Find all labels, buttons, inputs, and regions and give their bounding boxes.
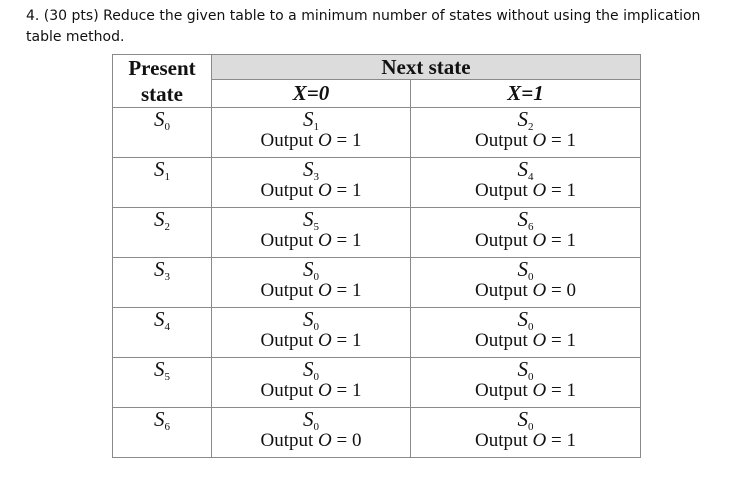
output-x1-symbol: O <box>532 230 547 251</box>
output-x0-label: Output <box>260 280 319 301</box>
output-x1-symbol: O <box>532 380 547 401</box>
present-state-index: 1 <box>164 171 170 183</box>
output-x0-label: Output <box>260 230 319 251</box>
next-state-x1: $S_2$ <box>517 107 534 133</box>
table-row <box>113 158 641 208</box>
next-state-x0-cell <box>212 408 411 458</box>
next-state-x1-index: 0 <box>528 321 534 333</box>
present-state: $S_2$ <box>154 207 170 233</box>
next-state-x0-cell <box>212 108 411 158</box>
output-x1: Output O = 0 <box>475 280 576 301</box>
next-state-x1-cell <box>411 258 641 308</box>
output-x0: Output O = 1 <box>260 380 362 401</box>
output-x1-value: 1 <box>566 130 576 151</box>
next-state-x1: $S_4$ <box>517 157 534 183</box>
output-x0-value: 1 <box>351 180 362 201</box>
question-text: 4. (30 pts) Reduce the given table to a minimum number of states without using the implication table method. <box>26 8 701 45</box>
output-x1-label: Output <box>475 130 533 151</box>
next-state-x0: $S_0$ <box>303 357 319 383</box>
next-state-x1-index: 0 <box>528 371 534 383</box>
next-state-header: Next state <box>212 55 641 80</box>
output-x1-label: Output <box>475 430 533 451</box>
output-x0-value: 1 <box>351 230 362 251</box>
output-x1-symbol: O <box>532 330 547 351</box>
present-state-index: 5 <box>164 371 170 383</box>
next-state-x0-index: 0 <box>313 421 319 433</box>
output-x1-value: 0 <box>566 280 576 301</box>
input-x1-header: X=1 <box>411 80 641 108</box>
next-state-x0-index: 0 <box>313 371 319 383</box>
output-x0: Output O = 1 <box>260 130 362 151</box>
present-state-cell <box>113 308 212 358</box>
present-state-cell <box>113 108 212 158</box>
output-x1: Output O = 1 <box>475 430 576 451</box>
present-state-index: 6 <box>164 421 170 433</box>
present-state: $S_5$ <box>154 357 170 383</box>
next-state-x0-cell <box>212 258 411 308</box>
output-x0-label: Output <box>260 380 319 401</box>
next-state-x0: $S_0$ <box>303 407 319 433</box>
present-state: $S_0$ <box>154 107 170 133</box>
next-state-x1-index: 6 <box>528 221 534 233</box>
output-x1-label: Output <box>475 330 533 351</box>
table-row <box>113 308 641 358</box>
next-state-x1-index: 4 <box>528 171 534 183</box>
next-state-x0-index: 1 <box>313 121 319 133</box>
present-state-index: 3 <box>164 271 170 283</box>
next-state-x0-cell <box>212 158 411 208</box>
output-x0-value: 0 <box>351 430 362 451</box>
output-x1-label: Output <box>475 280 533 301</box>
next-state-x1-index: 0 <box>528 271 534 283</box>
next-state-x1-cell <box>411 358 641 408</box>
next-state-x0-cell <box>212 358 411 408</box>
present-state: $S_4$ <box>154 307 170 333</box>
next-state-x1-cell <box>411 108 641 158</box>
next-state-x1-index: 2 <box>528 121 534 133</box>
present-state: $S_1$ <box>154 157 170 183</box>
next-state-x1: $S_0$ <box>517 307 534 333</box>
output-x1: Output O = 1 <box>475 130 576 151</box>
output-x1-symbol: O <box>532 180 547 201</box>
next-state-x0: $S_0$ <box>303 307 319 333</box>
table-row <box>113 408 641 458</box>
next-state-x0: $S_1$ <box>303 107 319 133</box>
output-x1-symbol: O <box>532 430 547 451</box>
state-table <box>112 54 641 458</box>
table-row <box>113 208 641 258</box>
output-x0-symbol: O <box>318 180 332 201</box>
next-state-x1-index: 0 <box>528 421 534 433</box>
present-state-cell <box>113 408 212 458</box>
next-state-x1-cell <box>411 408 641 458</box>
next-state-x1: $S_6$ <box>517 207 534 233</box>
next-state-x0-index: 0 <box>313 271 319 283</box>
next-state-x0: $S_5$ <box>303 207 319 233</box>
output-x0: Output O = 1 <box>260 280 362 301</box>
present-state-index: 4 <box>164 321 170 333</box>
next-state-x1: $S_0$ <box>517 357 534 383</box>
output-x0: Output O = 1 <box>260 330 362 351</box>
present-state-header: Present state <box>113 55 212 108</box>
output-x0-label: Output <box>260 130 319 151</box>
output-x0-symbol: O <box>318 130 332 151</box>
output-x1-value: 1 <box>566 380 576 401</box>
output-x1-label: Output <box>475 380 533 401</box>
output-x1-value: 1 <box>566 180 576 201</box>
table-row <box>113 108 641 158</box>
output-x0-symbol: O <box>318 230 332 251</box>
table-row <box>113 258 641 308</box>
output-x1-symbol: O <box>532 130 547 151</box>
next-state-x0: $S_0$ <box>303 257 319 283</box>
table-body <box>113 108 641 458</box>
output-x0: Output O = 1 <box>260 180 362 201</box>
table-row <box>113 358 641 408</box>
next-state-x0-index: 3 <box>313 171 319 183</box>
output-x0-label: Output <box>260 430 319 451</box>
next-state-x0: $S_3$ <box>303 157 319 183</box>
output-x0-symbol: O <box>318 430 332 451</box>
output-x0: Output O = 0 <box>260 430 362 451</box>
output-x1: Output O = 1 <box>475 330 576 351</box>
next-state-x1: $S_0$ <box>517 257 534 283</box>
output-x1-label: Output <box>475 180 533 201</box>
output-x0-symbol: O <box>318 330 332 351</box>
next-state-x1-cell <box>411 308 641 358</box>
present-state-cell <box>113 358 212 408</box>
present-state-cell <box>113 158 212 208</box>
output-x1-value: 1 <box>566 330 576 351</box>
output-x0: Output O = 1 <box>260 230 362 251</box>
output-x1-value: 1 <box>566 430 576 451</box>
next-state-x1-cell <box>411 158 641 208</box>
present-state-index: 2 <box>164 221 170 233</box>
output-x0-label: Output <box>260 180 319 201</box>
next-state-x1-cell <box>411 208 641 258</box>
next-state-x0-index: 0 <box>313 321 319 333</box>
next-state-x0-cell <box>212 208 411 258</box>
output-x0-symbol: O <box>318 380 332 401</box>
present-state-cell <box>113 208 212 258</box>
present-state-cell <box>113 258 212 308</box>
present-state: $S_3$ <box>154 257 170 283</box>
output-x0-label: Output <box>260 330 319 351</box>
output-x1: Output O = 1 <box>475 380 576 401</box>
present-state: $S_6$ <box>154 407 170 433</box>
output-x0-value: 1 <box>351 280 362 301</box>
output-x0-value: 1 <box>351 380 362 401</box>
output-x0-value: 1 <box>351 330 362 351</box>
input-x0-header: X=0 <box>212 80 411 108</box>
output-x1: Output O = 1 <box>475 230 576 251</box>
next-state-x1: $S_0$ <box>517 407 534 433</box>
output-x1-value: 1 <box>566 230 576 251</box>
output-x1-label: Output <box>475 230 533 251</box>
output-x0-value: 1 <box>351 130 362 151</box>
next-state-x0-cell <box>212 308 411 358</box>
output-x1-symbol: O <box>532 280 547 301</box>
output-x0-symbol: O <box>318 280 332 301</box>
next-state-x0-index: 5 <box>313 221 319 233</box>
header-row <box>113 55 641 80</box>
present-state-index: 0 <box>164 121 170 133</box>
output-x1: Output O = 1 <box>475 180 576 201</box>
